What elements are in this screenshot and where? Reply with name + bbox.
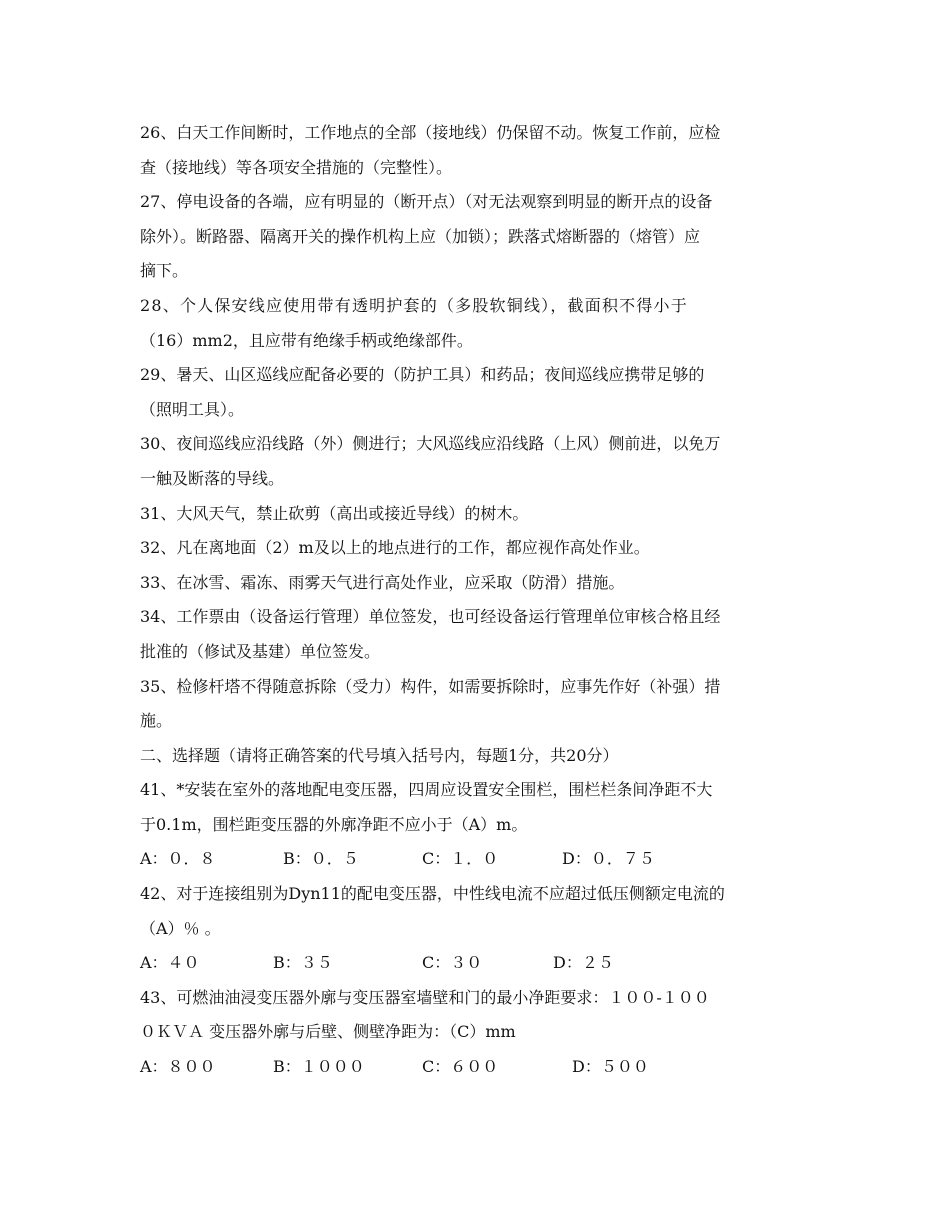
option-d: D：０．７５ (562, 849, 655, 869)
text-line: 26、白天工作间断时，工作地点的全部（接地线）仍保留不动。恢复工作前，应检 (140, 123, 721, 142)
text-line: 33、在冰雪、霜冻、雨雾天气进行高处作业，应采取（防滑）措施。 (140, 572, 625, 592)
option-b: B：０．５ (283, 849, 359, 869)
text-line: 42、对于连接组别为Dyn11的配电变压器，中性线电流不应超过低压侧额定电流的 (140, 884, 725, 904)
text-line: 除外）。断路器、隔离开关的操作机构上应（加锁）；跌落式熔断器的（熔管）应 (140, 226, 701, 246)
q42-options (140, 946, 812, 981)
text-line: 41、*安装在室外的落地配电变压器，四周应设置安全围栏，围栏栏条间净距不大 (140, 780, 713, 800)
q41-options (140, 842, 812, 877)
text-line: 查（接地线）等各项安全措施的（完整性）。 (140, 157, 453, 177)
text-line: 29、暑天、山区巡线应配备必要的（防护工具）和药品；夜间巡线应携带足够的 (140, 365, 705, 385)
option-b: B：１０００ (273, 1057, 365, 1077)
text-line: 43、可燃油油浸变压器外廓与变压器室墙壁和门的最小净距要求：１００-１００ (140, 987, 710, 1007)
q43-options (140, 1050, 812, 1085)
text-line: 一触及断落的导线。 (140, 468, 285, 488)
text-line: 批准的（修试及基建）单位签发。 (140, 641, 381, 661)
text-line: 30、夜间巡线应沿线路（外）侧进行；大风巡线应沿线路（上风）侧前进，以免万 (140, 434, 721, 454)
text-line: ０ＫＶＡ 变压器外廓与后壁、侧壁净距为：（C）mm (140, 1022, 516, 1042)
option-d: D：２５ (553, 953, 614, 973)
text-line: （照明工具）。 (140, 399, 245, 419)
text-line: 35、检修杆塔不得随意拆除（受力）构件，如需要拆除时，应事先作好（补强）措 (140, 676, 721, 696)
option-a: A：８００ (140, 1057, 216, 1077)
section-heading: 二、选择题（请将正确答案的代号填入括号内，每题1分，共20分） (140, 745, 619, 765)
text-line: 摘下。 (140, 261, 189, 281)
option-a: A：４０ (140, 953, 200, 973)
text-line: 27、停电设备的各端，应有明显的（断开点）（对无法观察到明显的断开点的设备 (140, 192, 713, 212)
text-line: 28、个人保安线应使用带有透明护套的（多股软铜线），截面积不得小于 (140, 295, 688, 315)
option-c: C：６００ (422, 1057, 499, 1077)
text-line: （16）mm2，且应带有绝缘手柄或绝缘部件。 (140, 330, 473, 350)
text-line: 于0.1m，围栏距变压器的外廓净距不应小于（A）m。 (140, 814, 528, 834)
text-line: （A）％ 。 (140, 918, 221, 938)
text-line: 31、大风天气，禁止砍剪（高出或接近导线）的树木。 (140, 503, 529, 523)
option-a: A：０．８ (140, 849, 216, 869)
text-line: 34、工作票由（设备运行管理）单位签发，也可经设备运行管理单位审核合格且经 (140, 607, 721, 627)
option-b: B：３５ (273, 953, 333, 973)
document-body (140, 116, 812, 1085)
option-c: C：３０ (422, 953, 483, 973)
text-line: 32、凡在离地面（2）m及以上的地点进行的工作，都应视作高处作业。 (140, 538, 650, 558)
text-line: 施。 (140, 711, 173, 731)
option-c: C：１．０ (422, 849, 499, 869)
option-d: D：５００ (572, 1057, 649, 1077)
